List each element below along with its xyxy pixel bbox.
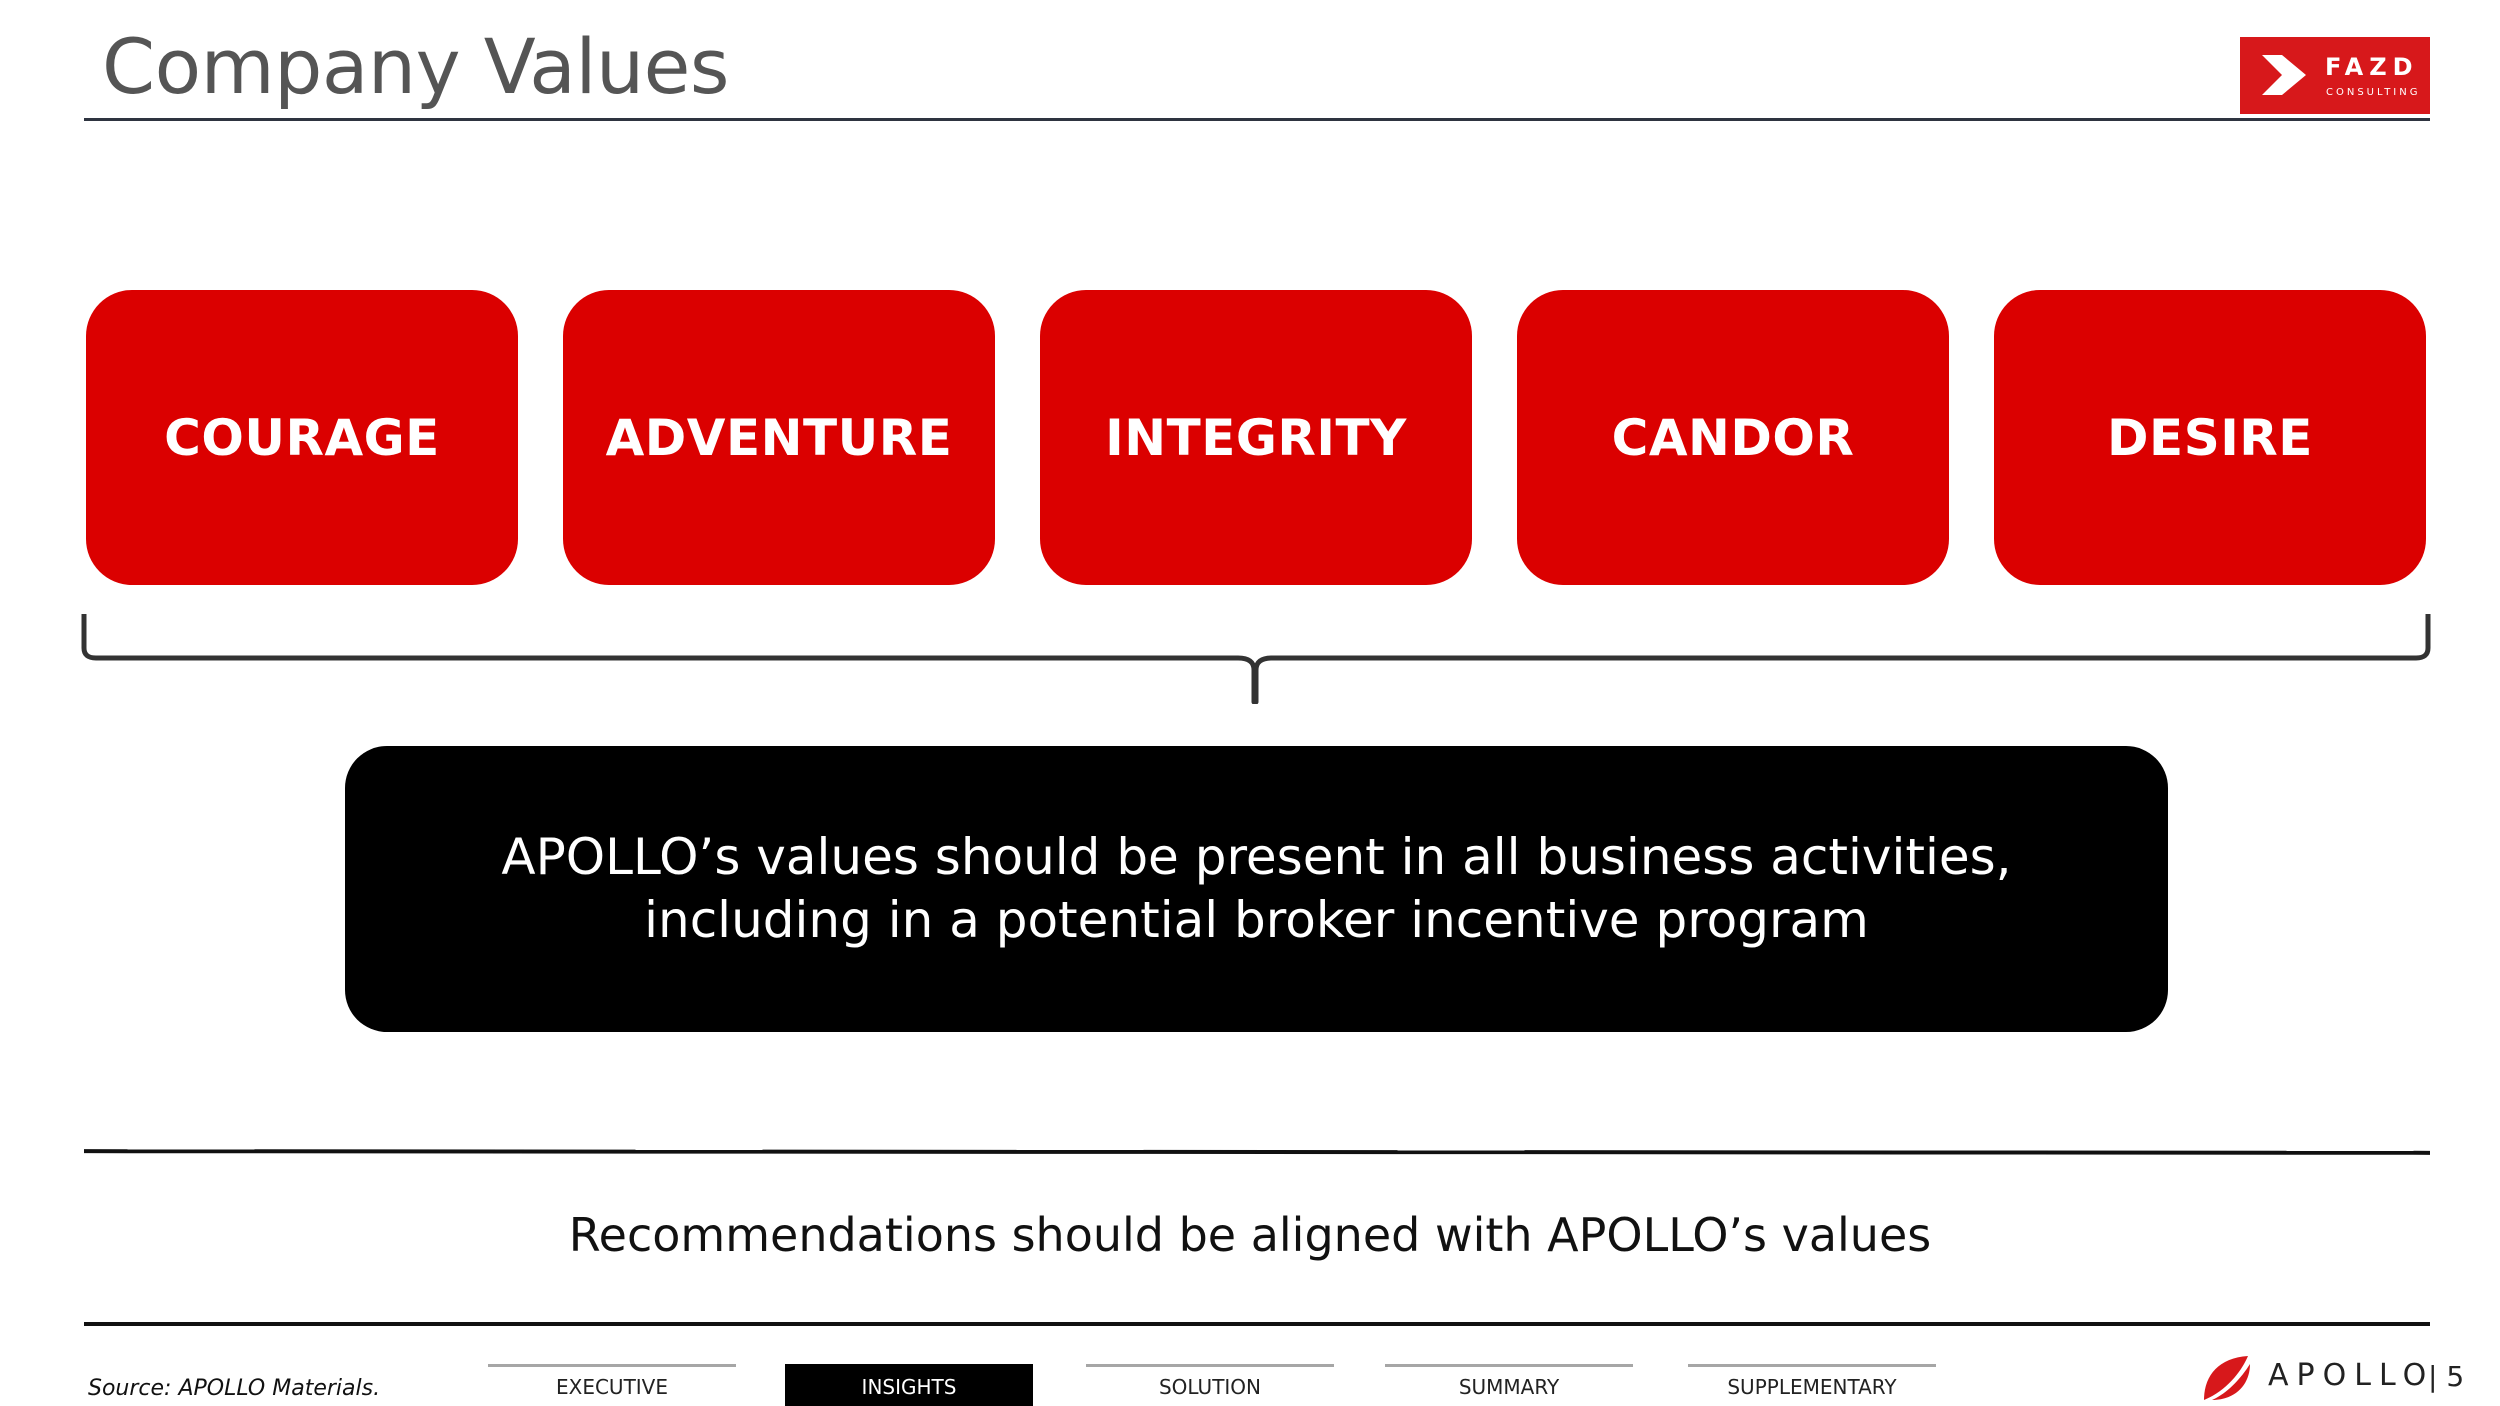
apollo-wordmark: APOLLO xyxy=(2268,1358,2435,1393)
message-line-2: including in a potential broker incentive program xyxy=(644,891,1869,949)
grouping-brace xyxy=(78,612,2434,704)
logo-subtitle: CONSULTING xyxy=(2326,87,2421,98)
logo-brand: FAZD xyxy=(2325,53,2419,81)
fazd-consulting-logo xyxy=(2240,37,2430,114)
value-label: COURAGE xyxy=(164,408,440,467)
value-card-candor xyxy=(1517,290,1949,585)
nav-executive[interactable]: EXECUTIVE xyxy=(488,1364,736,1406)
page-number: | 5 xyxy=(2428,1360,2465,1393)
value-label: CANDOR xyxy=(1611,408,1855,467)
value-card-courage xyxy=(86,290,518,585)
value-label: DESIRE xyxy=(2107,408,2313,467)
value-card-desire xyxy=(1994,290,2426,585)
value-label: ADVENTURE xyxy=(605,408,953,467)
nav-summary[interactable]: SUMMARY xyxy=(1385,1364,1633,1406)
chevron-logo-icon xyxy=(2260,53,2316,97)
page-title: Company Values xyxy=(102,22,730,111)
value-card-integrity xyxy=(1040,290,1472,585)
value-label: INTEGRITY xyxy=(1105,408,1407,467)
apollo-logo-icon xyxy=(2198,1350,2254,1406)
values-row xyxy=(86,290,2426,585)
recommendation-text: Recommendations should be aligned with APOLLO’s values xyxy=(568,1208,1932,1262)
recommendation-top-rule xyxy=(84,1149,2430,1155)
recommendation-bottom-rule xyxy=(84,1322,2430,1326)
nav-insights[interactable]: INSIGHTS xyxy=(785,1364,1033,1406)
message-callout xyxy=(345,746,2168,1032)
nav-solution[interactable]: SOLUTION xyxy=(1086,1364,1334,1406)
message-line-1: APOLLO’s values should be present in all business activities, xyxy=(501,828,2012,886)
nav-supplementary[interactable]: SUPPLEMENTARY xyxy=(1688,1364,1936,1406)
title-divider xyxy=(84,118,2430,121)
value-card-adventure xyxy=(563,290,995,585)
source-note: Source: APOLLO Materials. xyxy=(88,1376,381,1401)
